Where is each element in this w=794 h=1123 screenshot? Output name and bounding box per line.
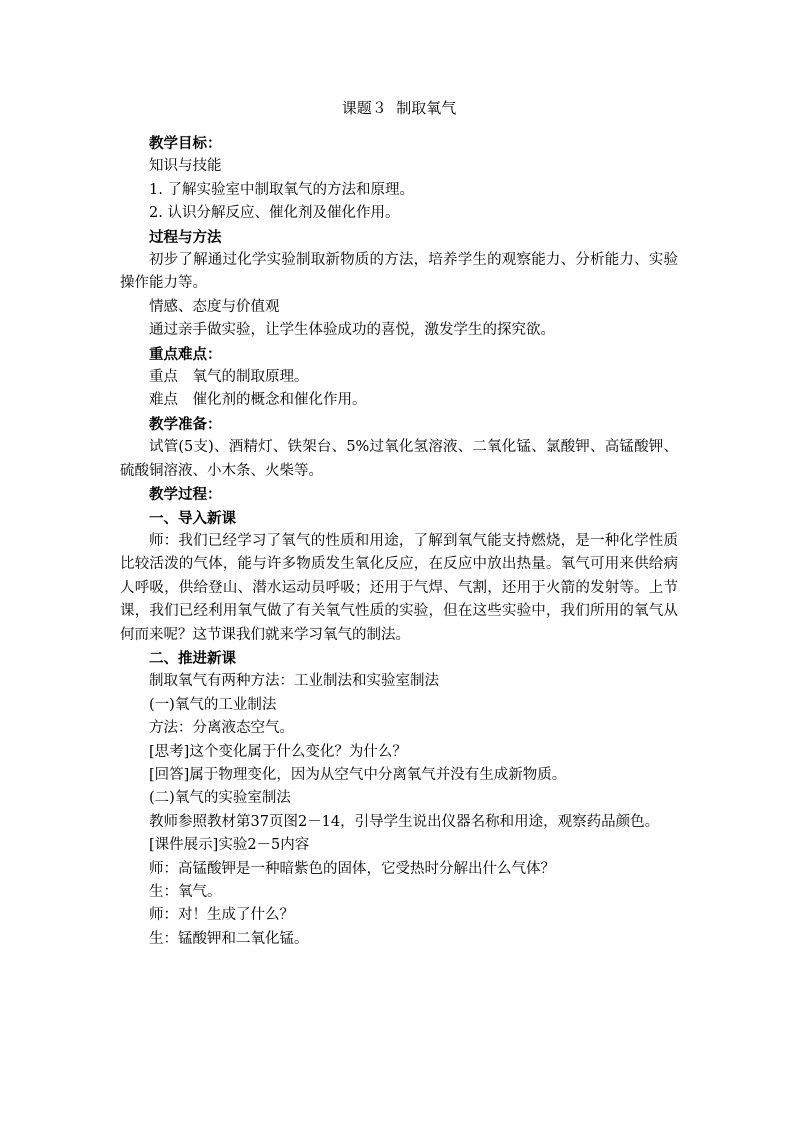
section-heading: 教学准备：	[149, 415, 222, 433]
document-title: 课题３ 制取氧气	[341, 99, 457, 117]
body-paragraph: 方法：分离液态空气。	[149, 720, 294, 737]
body-paragraph: 情感、态度与价值观	[149, 298, 280, 315]
body-paragraph: 生：氧气。	[149, 884, 222, 900]
body-paragraph: (一)氧气的工业制法	[149, 696, 277, 713]
body-paragraph: 师：对！生成了什么？	[149, 907, 294, 924]
body-paragraph: 师：我们已经学习了氧气的性质和用途，了解到氧气能支持燃烧，是一种化学性质比较活泼的气体，能与许多物质发生氧化反应，在反应中放出热量。氧气可用来供给病人呼吸，供给登山、潜水运动员呼吸；还用于气焊、气割，还用于火箭的发射等。上节课，我们已经利用氧气做了有关氧气性质的实验，但在这些实验中，我们所用的氧气从何而来呢？这节课我们就来学习氧气的制法。	[120, 532, 678, 643]
body-paragraph: 难点 催化剂的概念和催化作用。	[149, 392, 367, 409]
section-heading: 一、导入新课	[149, 509, 236, 527]
section-heading: 重点难点：	[149, 345, 222, 363]
body-paragraph: 1. 了解实验室中制取氧气的方法和原理。	[149, 181, 414, 198]
body-paragraph: 重点 氧气的制取原理。	[149, 369, 309, 386]
body-paragraph: 试管(5支)、酒精灯、铁架台、5%过氧化氢溶液、二氧化锰、氯酸钾、高锰酸钾、硫酸铜溶液、小木条、火柴等。	[120, 439, 678, 479]
body-paragraph: (二)氧气的实验室制法	[149, 790, 291, 807]
document-page	[120, 93, 678, 951]
body-paragraph: 2. 认识分解反应、催化剂及催化作用。	[149, 205, 400, 222]
section-heading: 教学过程：	[149, 486, 222, 504]
body-paragraph: 教师参照教材第37页图2－14，引导学生说出仪器名称和用途，观察药品颜色。	[149, 813, 660, 830]
body-paragraph: 师：高锰酸钾是一种暗紫色的固体，它受热时分解出什么气体？	[149, 860, 555, 877]
body-paragraph: [思考]这个变化属于什么变化？为什么？	[149, 743, 407, 760]
body-paragraph: 生：锰酸钾和二氧化锰。	[149, 930, 309, 947]
body-paragraph: [回答]属于物理变化，因为从空气中分离氧气并没有生成新物质。	[149, 766, 567, 783]
section-heading: 二、推进新课	[149, 649, 236, 667]
document-body	[120, 132, 678, 951]
body-paragraph: 知识与技能	[149, 158, 222, 175]
body-paragraph: 通过亲手做实验，让学生体验成功的喜悦，激发学生的探究欲。	[149, 322, 555, 339]
section-heading: 过程与方法	[149, 228, 222, 246]
body-paragraph: 制取氧气有两种方法：工业制法和实验室制法	[149, 673, 439, 690]
body-paragraph: [课件展示]实验2－5内容	[149, 837, 310, 854]
section-heading: 教学目标：	[149, 135, 222, 152]
body-paragraph: 初步了解通过化学实验制取新物质的方法，培养学生的观察能力、分析能力、实验操作能力等。	[120, 252, 678, 292]
